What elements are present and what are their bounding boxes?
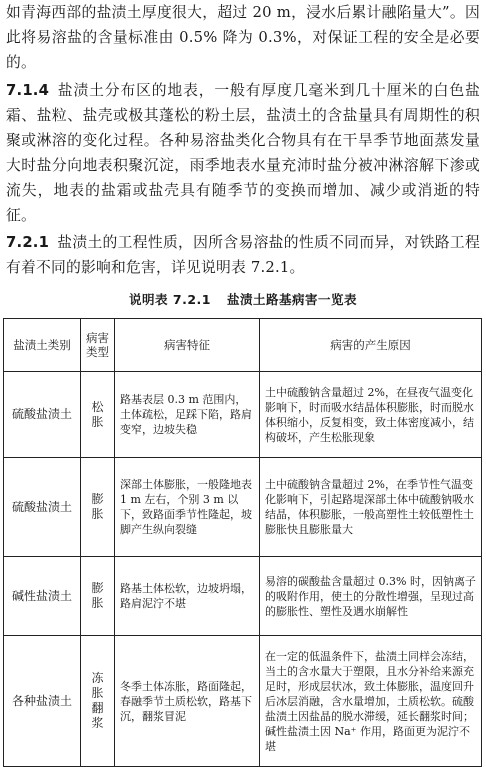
table-caption-title: 盐渍土路基病害一览表	[226, 292, 357, 307]
paragraph-7-1-4	[6, 78, 480, 228]
cell-feature: 路基土体松软，边坡坍塌，路肩泥泞不堪	[115, 557, 260, 636]
cell-feature: 冬季土体冻胀，路面隆起，春融季节土质松软，路基下沉，翻浆冒泥	[115, 636, 260, 767]
cell-disease: 冻胀翻浆	[81, 636, 115, 767]
table-caption-number: 说明表 7.2.1	[129, 292, 211, 307]
table-caption	[0, 290, 486, 308]
header-feature: 病害特征	[115, 319, 260, 372]
cell-feature: 深部土体膨胀，一般隆地表 1 m 左右，个别 3 m 以下，致路面季节性隆起，坡脚产生纵向裂缝	[115, 458, 260, 557]
cell-disease: 膨胀	[81, 557, 115, 636]
table-row	[4, 636, 482, 767]
paragraph-intro: 如青海西部的盐渍土厚度很大，超过 20 m，浸水后累计融陷量大”。因此将易溶盐的含量标准由 0.5% 降为 0.3%，对保证工程的安全是必要的。	[6, 4, 480, 71]
paragraph-7-2-1	[6, 230, 480, 280]
section-number: 7.2.1	[6, 234, 50, 251]
cell-feature: 路基表层 0.3 m 范围内，土体疏松，足踩下陷，路肩变窄，边坡失稳	[115, 372, 260, 458]
section-number: 7.1.4	[6, 82, 50, 99]
cell-type: 硫酸盐渍土	[4, 372, 81, 458]
table-header-row	[4, 319, 482, 372]
cell-disease: 膨胀	[81, 458, 115, 557]
table-row	[4, 557, 482, 636]
table-row	[4, 372, 482, 458]
header-cause: 病害的产生原因	[260, 319, 482, 372]
cell-cause: 土中硫酸钠含量超过 2%，在昼夜气温变化影响下，时而吸水结晶体积膨胀，时而脱水体积缩小，反复相变，致土体密度减小，结构破坏，产生松胀现象	[260, 372, 482, 458]
cell-type: 各种盐渍土	[4, 636, 81, 767]
section-text: 盐渍土的工程性质，因所含易溶盐的性质不同而异，对铁路工程有着不同的影响和危害，详见说明表 7.2.1。	[6, 234, 480, 276]
cell-cause: 易溶的碳酸盐含量超过 0.3% 时，因钠离子的吸附作用，使土的分散性增强，呈现过高的膨胀性、塑性及遇水崩解性	[260, 557, 482, 636]
table-row	[4, 458, 482, 557]
cell-disease: 松胀	[81, 372, 115, 458]
header-type: 盐渍土类别	[4, 319, 81, 372]
header-disease: 病害类型	[81, 319, 115, 372]
cell-cause: 土中硫酸钠含量超过 2%，在季节性气温变化影响下，引起路堤深部土体中硫酸钠吸水结晶，体积膨胀，一般高塑性土较低塑性土膨胀快且膨胀量大	[260, 458, 482, 557]
disease-table	[3, 318, 482, 767]
cell-type: 碱性盐渍土	[4, 557, 81, 636]
section-text: 盐渍土分布区的地表，一般有厚度几毫米到几十厘米的白色盐霜、盐粒、盐壳或极其蓬松的粉土层，盐渍土的含盐量具有周期性的积聚或淋溶的变化过程。各种易溶盐类化合物具有在干旱季节地面蒸发量大时盐分向地表积聚沉淀，雨季地表水量充沛时盐分被冲淋溶解下渗或流失，地表的盐霜或盐壳具有随季节的变换而增加、减少或消逝的特征。	[6, 82, 480, 224]
cell-cause: 在一定的低温条件下，盐渍土同样会冻结，当土的含水量大于塑限，且水分补给来源充足时，形成层状冰，致土体膨胀，温度回升后冰层消融，含水量增加，土质松软。硫酸盐渍土因盐晶的脱水滞缓，延长翻浆时间；碱性盐渍土因 Na⁺ 作用，路面更为泥泞不堪	[260, 636, 482, 767]
cell-type: 硫酸盐渍土	[4, 458, 81, 557]
